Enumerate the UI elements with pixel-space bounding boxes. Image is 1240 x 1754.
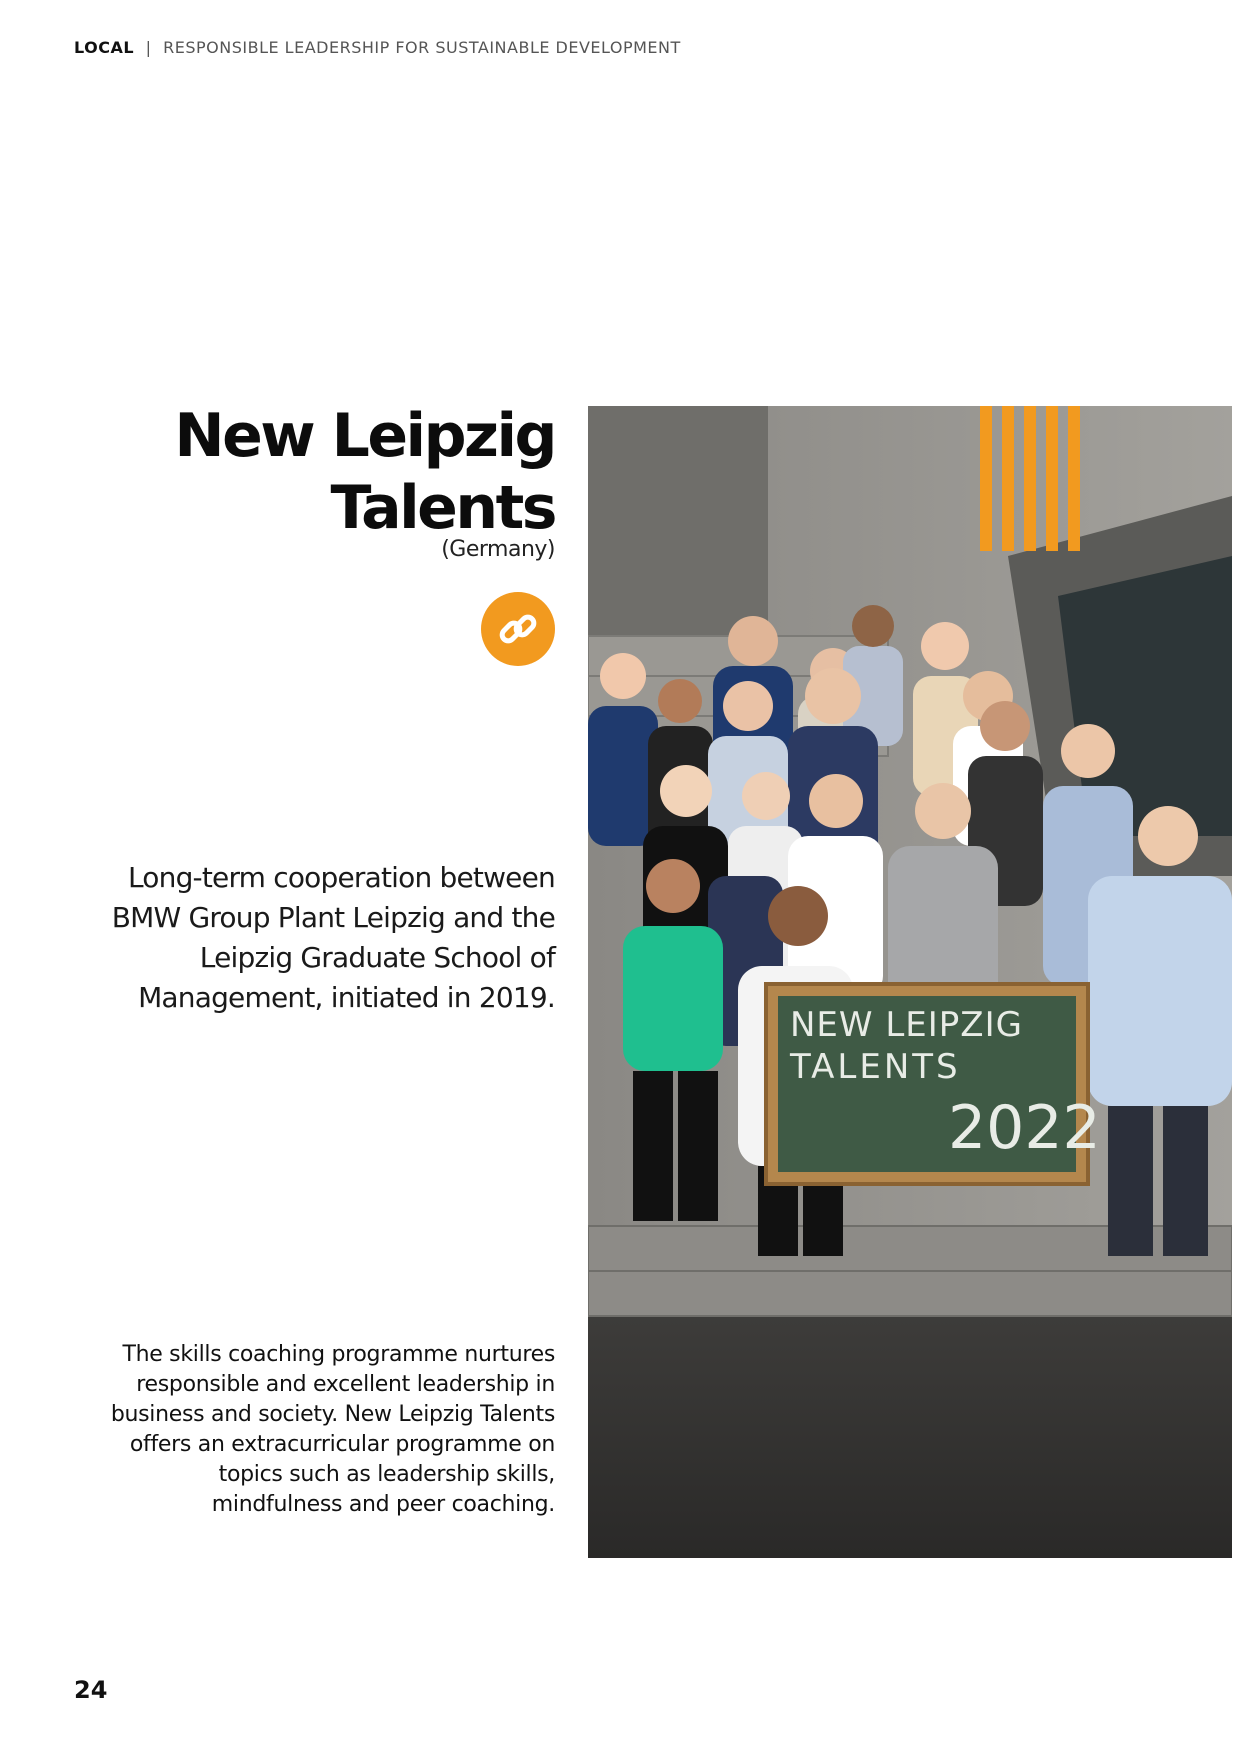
running-header [74, 38, 681, 57]
header-separator: | [145, 38, 152, 57]
title-line-2: Talents [330, 473, 555, 543]
group-photo-illustration [588, 406, 1232, 1558]
body-paragraph: The skills coaching programme nurtures responsible and excellent leadership in business and society. New Leipzig Talents offers an extracurricular programme on topics such as leadership skills, mindfulness and peer coaching. [110, 1342, 555, 1517]
link-button[interactable] [481, 592, 555, 666]
page-number: 24 [74, 1676, 108, 1704]
title-line-1: New Leipzig [174, 401, 555, 471]
section-label: LOCAL [74, 38, 135, 57]
chalkboard [766, 984, 1101, 1184]
country-label: (Germany) [441, 537, 555, 562]
chalkboard-line-3: 2022 [948, 1093, 1101, 1163]
chalkboard-line-1: NEW LEIPZIG [790, 1005, 1023, 1045]
lead-paragraph: Long-term cooperation between BMW Group Plant Leipzig and the Leipzig Graduate School of Management, initiated in 2019. [111, 861, 555, 1014]
group-photo [588, 406, 1232, 1558]
chalkboard-line-2: TALENTS [790, 1047, 961, 1087]
link-icon [495, 606, 541, 652]
article-title [174, 400, 555, 544]
header-subtitle: RESPONSIBLE LEADERSHIP FOR SUSTAINABLE DEVELOPMENT [163, 38, 681, 57]
